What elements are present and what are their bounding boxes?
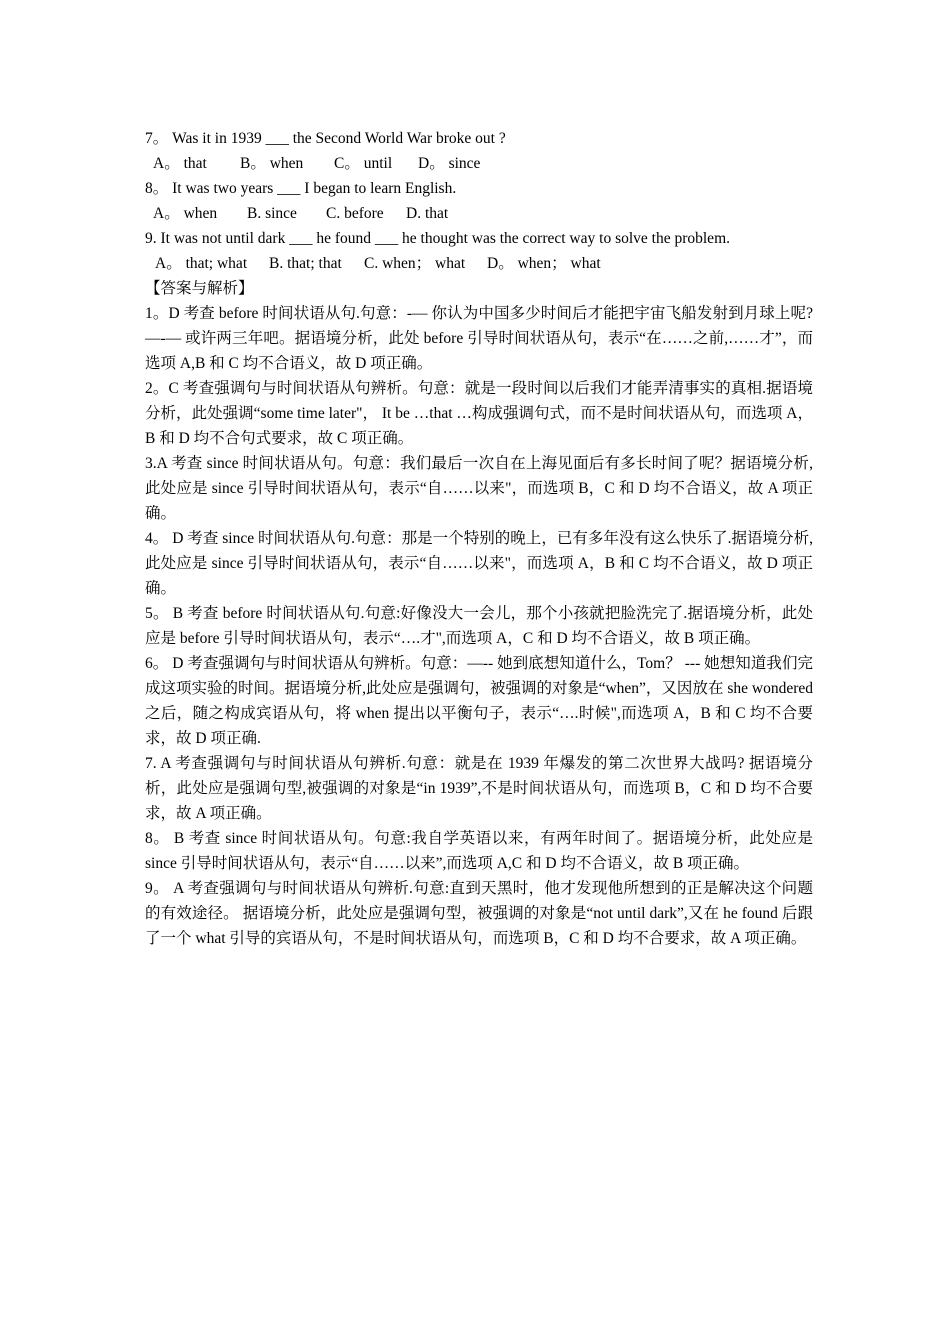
question-9-stem: 9. It was not until dark ___ he found ___ he thought was the correct way to solve the problem. xyxy=(145,230,730,247)
answer-explanation-2: 2。C 考查强调句与时间状语从句辨析。句意：就是一段时间以后我们才能弄清事实的真相.据语境分析，此处强调“some time later"， It be …that …构成强调句式，而不是时间状语从句，而选项 A，B 和 D 均不合句式要求，故 C 项正确。 xyxy=(145,380,813,447)
answer-explanation-6: 6。 D 考查强调句与时间状语从句辨析。句意：—-- 她到底想知道什么，Tom？ --- 她想知道我们完成这项实验的时间。据语境分析,此处应是强调句，被强调的对象是“when”，又因放在 she wondered 之后，随之构成宾语从句，将 when 提出以平衡句子，表示“….时候",而选项 A，B 和 C 均不合要求，故 D 项正确. xyxy=(145,655,813,747)
question-9-option-a: A。 that; what xyxy=(155,255,248,272)
question-9-option-d: D。 when； what xyxy=(487,255,601,272)
answer-explanation-5: 5。 B 考查 before 时间状语从句.句意:好像没大一会儿，那个小孩就把脸洗完了.据语境分析，此处应是 before 引导时间状语从句，表示“….才",而选项 A，C 和 D 均不合语义，故 B 项正确。 xyxy=(145,605,813,647)
answer-explanation-4: 4。 D 考查 since 时间状语从句.句意：那是一个特别的晚上，已有多年没有这么快乐了.据语境分析,此处应是 since 引导时间状语从句，表示“自……以来"，而选项 A，B 和 C 均不合语义，故 D 项正确。 xyxy=(145,530,813,597)
question-7-stem: 7。 Was it in 1939 ___ the Second World War broke out ? xyxy=(145,130,506,147)
question-8-option-c: C. before xyxy=(326,205,384,222)
question-7-options xyxy=(145,151,813,176)
question-9-option-b: B. that; that xyxy=(269,255,342,272)
answer-explanation-8: 8。 B 考查 since 时间状语从句。句意:我自学英语以来，有两年时间了。据语境分析，此处应是 since 引导时间状语从句，表示“自……以来”,而选项 A,C 和 D 均不合语义，故 B 项正确。 xyxy=(145,830,813,872)
question-9-options xyxy=(145,251,813,276)
document-content xyxy=(145,126,813,951)
question-7-option-c: C。 until xyxy=(334,155,393,172)
question-8-option-d: D. that xyxy=(406,205,449,222)
answers-heading: 【答案与解析】 xyxy=(145,280,254,297)
answer-explanation-1: 1。D 考查 before 时间状语从句.句意：-— 你认为中国多少时间后才能把宇宙飞船发射到月球上呢?—-— 或许两三年吧。据语境分析，此处 before 引导时间状语从句，表示“在……之前,……才”，而选项 A,B 和 C 均不合语义，故 D 项正确。 xyxy=(145,305,813,372)
question-8-option-a: A。 when xyxy=(153,205,218,222)
question-7-option-a: A。 that xyxy=(153,155,207,172)
question-8-stem: 8。 It was two years ___ I began to learn English. xyxy=(145,180,457,197)
question-7-option-b: B。 when xyxy=(240,155,304,172)
answer-explanation-3: 3.A 考查 since 时间状语从句。句意：我们最后一次自在上海见面后有多长时间了呢？据语境分析,此处应是 since 引导时间状语从句，表示“自……以来"，而选项 B，C 和 D 均不合语义，故 A 项正确。 xyxy=(145,455,813,522)
question-7-option-d: D。 since xyxy=(418,155,481,172)
question-8-option-b: B. since xyxy=(247,205,297,222)
answer-explanation-7: 7. A 考查强调句与时间状语从句辨析.句意：就是在 1939 年爆发的第二次世界大战吗? 据语境分析，此处应是强调句型,被强调的对象是“in 1939”,不是时间状语从句，而选项 B，C 和 D 均不合要求，故 A 项正确。 xyxy=(145,755,813,822)
question-8-options xyxy=(145,201,813,226)
question-9-option-c: C. when； what xyxy=(364,255,466,272)
answer-explanation-9: 9。 A 考查强调句与时间状语从句辨析.句意:直到天黑时，他才发现他所想到的正是解决这个问题的有效途径。 据语境分析，此处应是强调句型，被强调的对象是“not until dark”,又在 he found 后跟了一个 what 引导的宾语从句，不是时间状语从句，而选项 B，C 和 D 均不合要求，故 A 项正确。 xyxy=(145,880,813,947)
